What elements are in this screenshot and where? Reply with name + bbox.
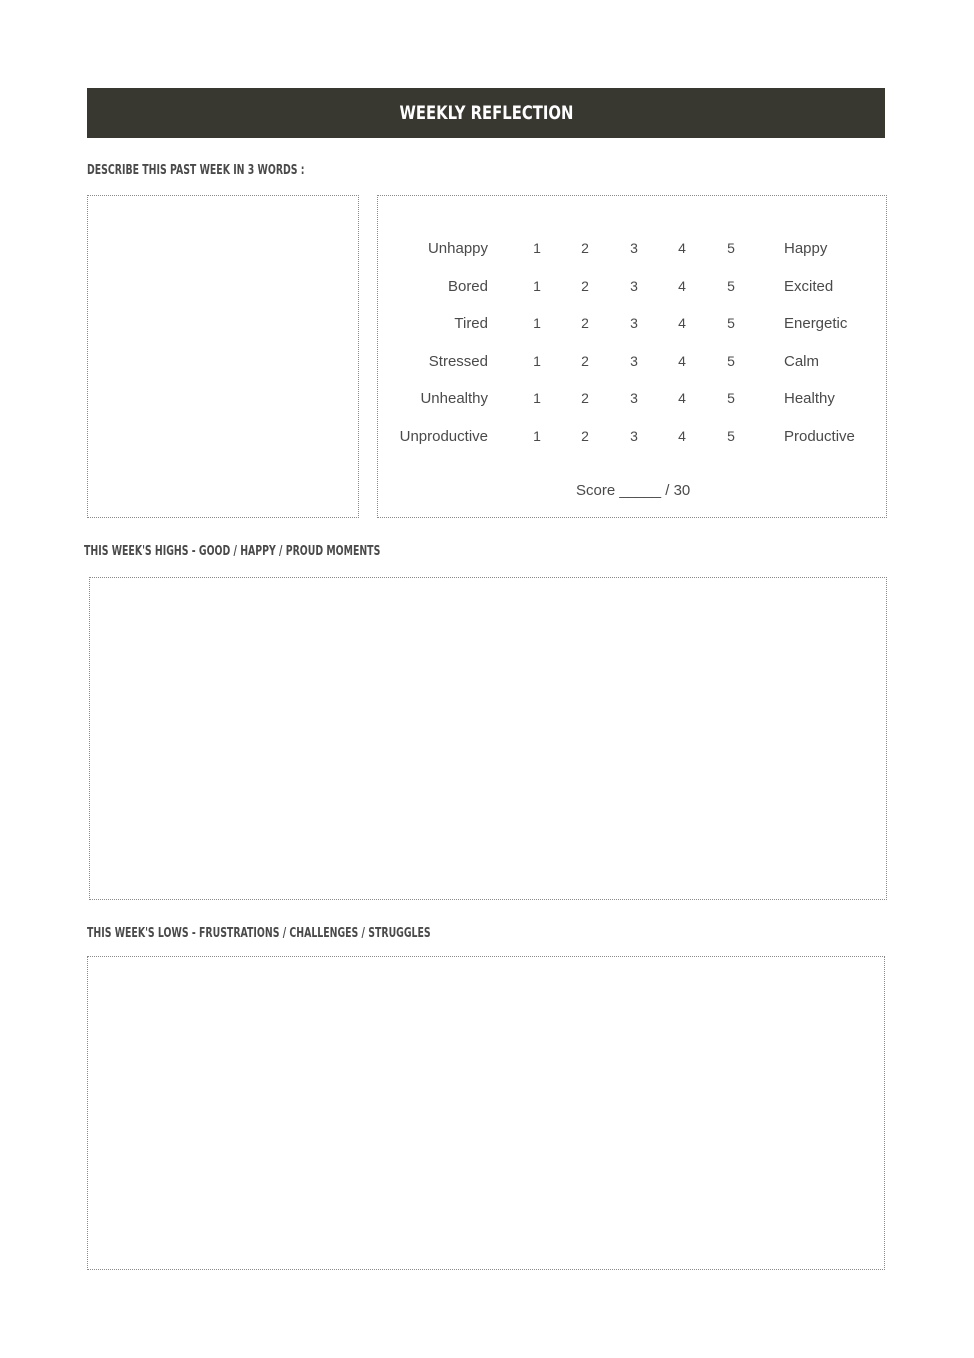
rating-option-3[interactable]: 3: [630, 315, 638, 332]
rating-option-1[interactable]: 1: [533, 390, 541, 407]
rating-option-1[interactable]: 1: [533, 315, 541, 332]
rating-row: [378, 315, 886, 335]
rating-option-5[interactable]: 5: [727, 390, 735, 407]
lows-label: THIS WEEK'S LOWS - FRUSTRATIONS / CHALLENGES / STRUGGLES: [87, 926, 431, 941]
rating-option-1[interactable]: 1: [533, 277, 541, 294]
three-words-label: DESCRIBE THIS PAST WEEK IN 3 WORDS :: [87, 163, 305, 178]
rating-option-3[interactable]: 3: [630, 352, 638, 369]
rating-table: [378, 196, 886, 517]
rating-option-3[interactable]: 3: [630, 240, 638, 256]
rating-option-5[interactable]: 5: [727, 240, 735, 256]
rating-row: [378, 390, 886, 410]
rating-high-label: Happy: [784, 240, 828, 257]
rating-option-2[interactable]: 2: [581, 277, 589, 294]
rating-option-4[interactable]: 4: [678, 277, 686, 294]
rating-low-label: Unhealthy: [420, 390, 488, 408]
score-label: Score _____ / 30: [576, 482, 691, 499]
lows-box[interactable]: [87, 956, 885, 1270]
rating-option-3[interactable]: 3: [630, 277, 638, 294]
mood-rating-box: [377, 195, 887, 518]
rating-option-2[interactable]: 2: [581, 352, 589, 369]
rating-low-label: Tired: [454, 315, 488, 333]
rating-high-label: Excited: [784, 277, 834, 295]
rating-option-1[interactable]: 1: [533, 352, 541, 369]
rating-option-3[interactable]: 3: [630, 428, 638, 444]
rating-option-5[interactable]: 5: [727, 315, 735, 332]
rating-option-1[interactable]: 1: [533, 428, 541, 444]
rating-option-1[interactable]: 1: [533, 240, 541, 256]
rating-option-4[interactable]: 4: [678, 315, 686, 332]
page-title-bar: [87, 88, 885, 138]
rating-high-label: Productive: [784, 428, 855, 445]
highs-label: THIS WEEK'S HIGHS - GOOD / HAPPY / PROUD MOMENTS: [84, 544, 381, 559]
rating-option-5[interactable]: 5: [727, 428, 735, 444]
rating-row: [378, 428, 886, 448]
rating-option-4[interactable]: 4: [678, 352, 686, 369]
rating-option-4[interactable]: 4: [678, 390, 686, 407]
rating-option-2[interactable]: 2: [581, 390, 589, 407]
page-title: WEEKLY REFLECTION: [399, 102, 573, 124]
rating-low-label: Stressed: [428, 352, 488, 370]
rating-option-5[interactable]: 5: [727, 277, 735, 294]
rating-option-5[interactable]: 5: [727, 352, 735, 369]
rating-option-2[interactable]: 2: [581, 315, 589, 332]
rating-row: [378, 278, 886, 298]
rating-high-label: Energetic: [784, 315, 848, 333]
three-words-box[interactable]: [87, 195, 359, 518]
highs-box[interactable]: [89, 577, 887, 900]
rating-low-label: Unproductive: [399, 428, 488, 445]
rating-low-label: Bored: [447, 277, 488, 295]
rating-high-label: Healthy: [784, 390, 835, 408]
rating-row: [378, 240, 886, 260]
rating-option-4[interactable]: 4: [678, 428, 686, 444]
rating-option-4[interactable]: 4: [678, 240, 686, 256]
rating-option-2[interactable]: 2: [581, 240, 589, 256]
rating-high-label: Calm: [784, 352, 820, 370]
rating-option-3[interactable]: 3: [630, 390, 638, 407]
rating-low-label: Unhappy: [427, 240, 488, 257]
rating-option-2[interactable]: 2: [581, 428, 589, 444]
rating-row: [378, 353, 886, 373]
